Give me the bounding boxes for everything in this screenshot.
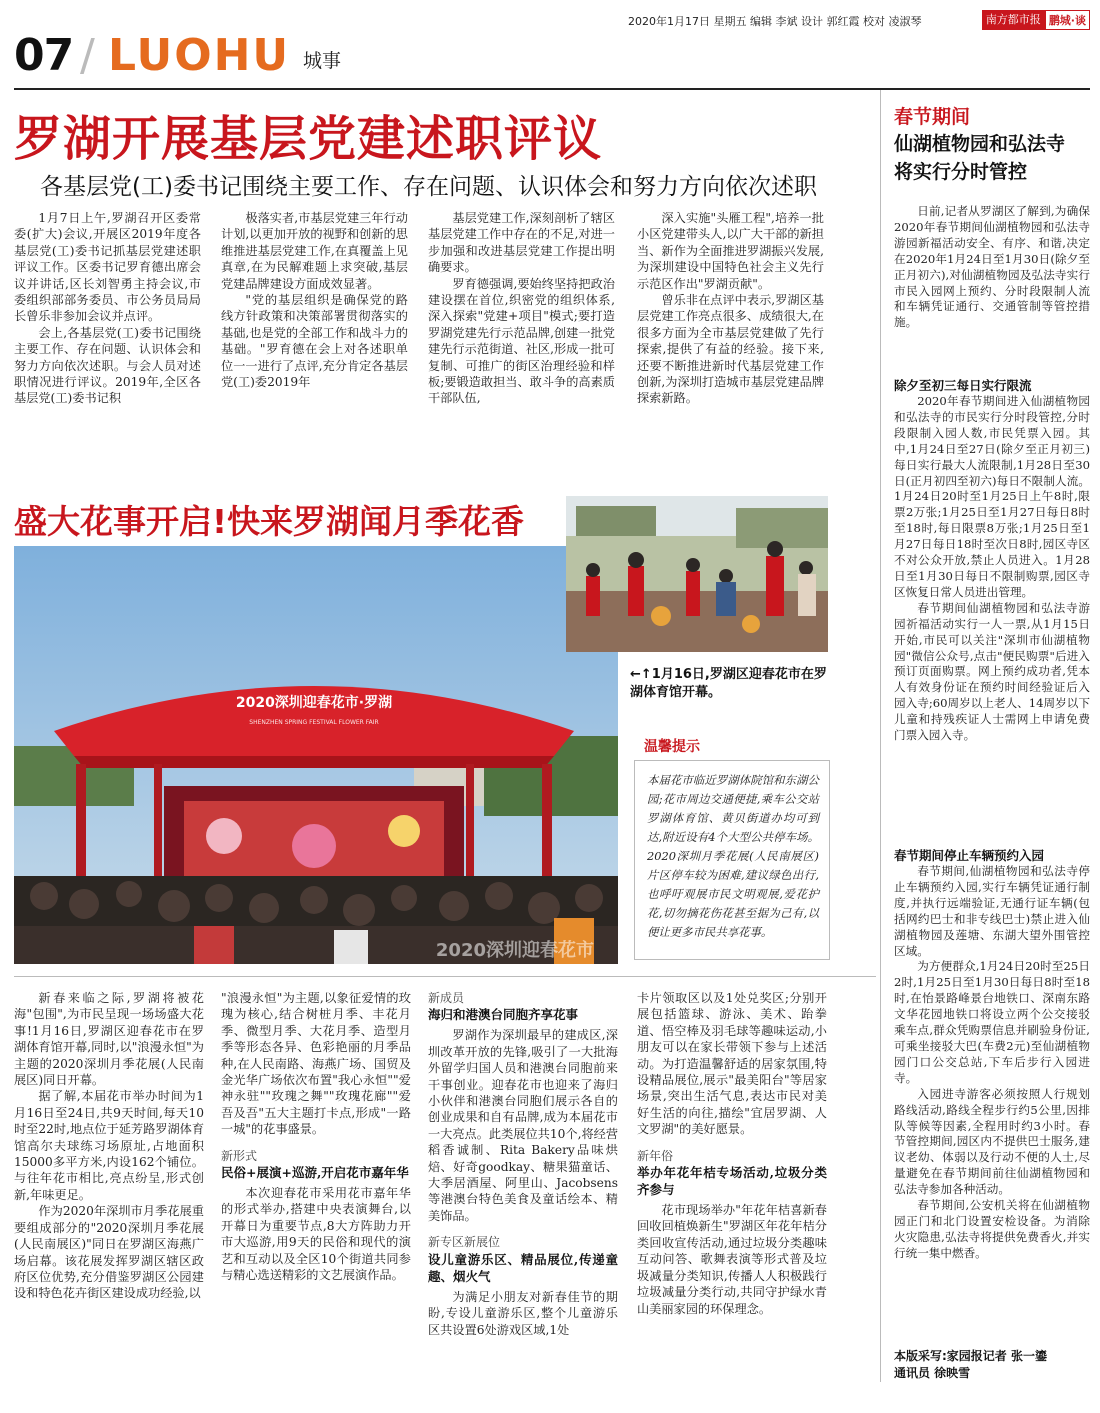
lead-column-2	[221, 210, 408, 430]
flower-headline: 盛大花事开启!快来罗湖闻月季花香	[14, 502, 525, 541]
stage-banner-english: SHENZHEN SPRING FESTIVAL FLOWER FAIR	[249, 719, 379, 726]
lead-column-1	[14, 210, 201, 430]
flower-fair-stage-photo	[14, 546, 618, 964]
paragraph: 作为2020年深圳市月季花展重要组成部分的"2020深圳月季花展(人民南展区)"同日在罗湖区海燕广场启幕。该花展发挥罗湖区辖区政府区位优势,充分借鉴罗湖区公园建设和特色花卉街区建设成功经验,以	[14, 1204, 204, 1301]
tips-title: 温馨提示	[644, 739, 700, 755]
paragraph: 卡片领取区以及1处兑奖区;分别开展包括篮球、游泳、美术、跆拳道、悟空棒及羽毛球等趣味运动,小朋友可以在家长带领下参与上述活动。为打造温馨舒适的居家氛围,特设精品展位,展示"最美阳台"等居家场景,突出生活气息,表达市民对美好生活的向往,描绘"宜居罗湖、人文罗湖"的美好愿景。	[637, 991, 827, 1137]
paragraph: 入园进寺游客必须按照人行规划路线活动,路线全程步行约5公里,因排队等候等因素,全程用时约3小时。春节管控期间,园区内不提供巴士服务,建议老幼、体弱以及行动不便的人士,尽量避免在春节期间前往仙湖植物园和弘法寺参加各种活动。	[894, 1086, 1090, 1197]
photo-caption: ←↑1月16日,罗湖区迎春花市在罗湖体育馆开幕。	[630, 667, 827, 700]
date-editor-line: 2020年1月17日 星期五 编辑 李斌 设计 郭红霞 校对 凌淑琴	[628, 15, 922, 28]
paragraph: 春节期间,公安机关将在仙湖植物园正门和北门设置安检设备。为消除火灾隐患,弘法寺将提供免费香火,并实行统一集中燃香。	[894, 1198, 1090, 1260]
crowd-photo-illustration	[566, 496, 828, 652]
paragraph: "党的基层组织是确保党的路线方针政策和决策部署贯彻落实的基础,也是党的全部工作和战斗力的基础。"罗育德在会上对各述职单位一一进行了点评,充分肯定各基层党(工)委2019年	[221, 293, 408, 390]
paragraph: 曾乐非在点评中表示,罗湖区基层党建工作亮点很多、成绩很大,在很多方面为全市基层党建做了先行探索,提供了有益的经验。接下来,还要不断推进新时代基层党建工作创新,为深圳打造城市基层党建品牌探索新路。	[637, 293, 824, 406]
tips-body: 本届花市临近罗湖体院馆和东湖公园;花市周边交通便捷,乘车公交站罗湖体育馆、黄贝街道办均可到达,附近设有4个大型公共停车场。2020深圳月季花展(人民南展区)片区停车较为困难,建议绿色出行,也呼吁观展市民文明观展,爱花护花,切勿摘花伤花甚至据为己有,以便让更多市民共享花事。	[647, 773, 819, 939]
subsection-tag: 新形式	[221, 1148, 258, 1163]
page-header-bar	[600, 10, 1090, 30]
paragraph: 会上,各基层党(工)委书记围绕主要工作、存在问题、认识体会和努力方向依次述职。与会人员对述职情况进行评议。2019年,全区各基层党(工)委书记积	[14, 325, 201, 406]
paragraph: 本次迎春花市采用花市嘉年华的形式举办,搭建中央表演舞台,以开幕日为重要节点,8大方阵助力开市大巡游,用9天的民俗和现代的演艺和互动以及全区10个街道共同参与精心选送精彩的文艺展演作品。	[221, 1186, 411, 1283]
lead-column-3	[428, 210, 615, 430]
subsection-headline: 海归和港澳台同胞齐享花事	[428, 1007, 579, 1023]
sidebar-divider	[880, 90, 881, 1382]
paragraph: 深入实施"头雁工程",培养一批小区党建带头人,以广大干部的新担当、新作为全面推进罗湖振兴发展,为深圳建设中国特色社会主义先行示范区作出"罗湖贡献"。	[637, 211, 824, 291]
sidebar-headline-line-1: 仙湖植物园和弘法寺	[894, 133, 1066, 155]
sidebar-tag: 春节期间	[894, 106, 971, 128]
page-slash-divider: /	[80, 30, 95, 81]
story-divider	[14, 976, 876, 977]
sidebar-body-1	[894, 394, 1090, 830]
byline-correspondent: 通讯员 徐映雪	[894, 1366, 971, 1380]
tips-box	[634, 760, 830, 960]
sidebar-headline-line-2: 将实行分时管控	[894, 161, 1028, 183]
stage-banner: 2020深圳迎春花市·罗湖	[235, 695, 393, 711]
paragraph: 日前,记者从罗湖区了解到,为确保2020年春节期间仙湖植物园和弘法寺游园新福活动安全、有序、和谐,决定在2020年1月24日至1月30日(除夕至正月初六),对仙湖植物园及弘法寺实行市民入园网上预约、分时段限制人流和车辆凭证通行、交通管制等管控措施。	[894, 204, 1090, 330]
paragraph: 据了解,本届花市举办时间为1月16日至24日,共9天时间,每天10时至22时,地点位于延芳路罗湖体育馆高尔夫球练习场原址,占地面积15000多平方米,内设162个铺位。与往年花市相比,亮点纷呈,形式创新,年味更足。	[14, 1089, 204, 1202]
paragraph: 1月7日上午,罗湖召开区委常委(扩大)会议,开展区2019年度各基层党(工)委书记抓基层党建述职评议工作。区委书记罗育德出席会议并讲话,区长刘智勇主持会议,市委组织部部务委员、市公务员局局长曾乐非参加会议并点评。	[14, 211, 201, 324]
lead-column-4	[637, 210, 824, 430]
sidebar-body-2	[894, 864, 1090, 1344]
byline-reporter: 本版采写:家园报记者 张一鎏	[894, 1349, 1047, 1363]
paragraph: 极落实者,市基层党建三年行动计划,以更加开放的视野和创新的思维推进基层党建工作,在真覆盖上见真章,在为民解难题上求突破,基层党建品牌建设方面成效显著。	[221, 211, 408, 291]
brand-name: 南方都市报	[982, 10, 1045, 30]
paragraph: 为满足小朋友对新春佳节的期盼,专设儿童游乐区,整个儿童游乐区共设置6处游戏区域,1处	[428, 1289, 618, 1337]
subsection-tag: 新成员	[428, 991, 465, 1005]
flower-column-1	[14, 990, 204, 1382]
photo-watermark: 2020深圳迎春花市	[435, 940, 594, 961]
sidebar-headline	[894, 130, 1090, 186]
brand-edition: 鹏城·谈	[1045, 10, 1090, 30]
paragraph: 2020年春节期间进入仙湖植物园和弘法寺的市民实行分时段管控,分时段限制入园人数,市民凭票入园。其中,1月24日至27日(除夕至正月初三)每日实行最大人流限制,1月28日至30日(正月初四至初六)每日不限制人流。1月24日20时至1月25日上午8时,限票2万张;1月25日至1月27日每日8时至18时,每日限票8万张;1月25日至1月27日每日18时至次日8时,园区寺区不对公众开放,禁止人员进入。1月28日至1月30日每日不限制购票,园区寺区恢复日常人员进出管理。	[894, 394, 1090, 599]
paragraph: 春节期间仙湖植物园和弘法寺游园祈福活动实行一人一票,从1月15日开始,市民可以关注"深圳市仙湖植物园"微信公众号,点击"便民购票"后进入预订页面购票。网上预约成功者,凭本人有效身份证在预约时间经验证后入园入寺;60周岁以上老人、14周岁以下儿童和持残疾证人士需网上申请免费门票入园入寺。	[894, 600, 1090, 743]
paragraph: 花市现场举办"年花年桔喜新春 回收回植焕新生"罗湖区年花年桔分类回收宣传活动,通过垃圾分类趣味互动问答、歌舞表演等形式普及垃圾减量分类知识,传播人人积极践行垃圾减量分类行动,共同守护绿水青山美丽家园的环保理念。	[637, 1203, 827, 1316]
flower-column-2	[221, 990, 411, 1382]
paragraph: 基层党建工作,深刻剖析了辖区基层党建工作中存在的不足,对进一步加强和改进基层党建工作提出明确要求。	[428, 211, 615, 275]
paragraph: 罗育德强调,要始终坚持把政治建设摆在首位,织密党的组织体系,深入探索"党建+项目"模式;要打造罗湖党建先行示范品牌,创建一批党建先行示范街道、社区,形成一批可复制、可推广的街区治理经验和样板;要锻造敢担当、敢斗争的高素质干部队伍,	[428, 276, 615, 406]
paragraph: 春节期间,仙湖植物园和弘法寺停止车辆预约入园,实行车辆凭证通行制度,并执行远端验证,无通行证车辆(包括网约巴士和非专线巴士)禁止进入仙湖植物园及莲塘、东湖大望外围管控区域。	[894, 864, 1090, 958]
header-rule	[14, 88, 1090, 90]
page-number: 07	[14, 30, 74, 81]
subsection-tag: 新年俗	[637, 1148, 674, 1163]
section-subtitle: 城事	[303, 50, 342, 72]
lead-subheadline: 各基层党(工)委书记围绕主要工作、存在问题、认识体会和努力方向依次述职	[40, 174, 817, 200]
paragraph: 罗湖作为深圳最早的建成区,深圳改革开放的先锋,吸引了一大批海外留学归国人员和港澳台同胞前来干事创业。迎春花市也迎来了海归小伙伴和港澳台同胞们展示各自的创业成果和自有品牌,成为本届花市一大亮点。此类展位共10个,将经营稻香诚制、Rita Bakery品味烘焙、好奇goodkay、糖果猫童话、大季居酒屋、阿里山、Jacobsens等港澳台特色美食及童话绘本、精美饰品。	[428, 1028, 618, 1223]
subsection-tag: 新专区新展位	[428, 1235, 501, 1250]
section-name: LUOHU	[108, 30, 291, 81]
paragraph: "浪漫永恒"为主题,以象征爱情的玫瑰为核心,结合树桩月季、丰花月季、微型月季、大花月季、造型月季等形态各异、色彩艳丽的月季品种,在人民南路、海燕广场、国贸及金光华广场依次布置"我心永恒""爱神永驻""玫瑰之舞""玫瑰花廊""爱吾及吾"五大主题打卡点,形成"一路一城"的花事盛景。	[221, 991, 411, 1137]
byline	[894, 1348, 1090, 1382]
flower-column-3	[428, 990, 618, 1382]
paragraph: 为方便群众,1月24日20时至25日2时,1月25日至1月30日每日8时至18时,在怡景路峰景台地铁口、深南东路文华花园地铁口将设立两个公交接驳乘车点,群众凭购票信息并刷验身份证,可乘坐接驳大巴(车费2元)至仙湖植物园门口公交总站,下车后步行入园进寺。	[894, 959, 1090, 1085]
subsection-headline: 民俗+展演+巡游,开启花市嘉年华	[221, 1165, 409, 1181]
subsection-headline: 设儿童游乐区、精品展位,传递童趣、烟火气	[428, 1251, 618, 1284]
sidebar-subhead-2: 春节期间停止车辆预约入园	[894, 848, 1045, 863]
sidebar-subhead-1: 除夕至初三每日实行限流	[894, 378, 1032, 393]
flower-column-4	[637, 990, 827, 1382]
sidebar-intro	[894, 204, 1090, 360]
masthead-logo	[982, 10, 1090, 30]
subsection-headline: 举办年花年桔专场活动,垃圾分类齐参与	[637, 1165, 827, 1198]
lead-headline: 罗湖开展基层党建述职评议	[14, 111, 603, 167]
flower-fair-crowd-photo	[566, 496, 828, 652]
stage-photo-illustration	[14, 546, 618, 964]
paragraph: 新春来临之际,罗湖将被花海"包围",为市民呈现一场场盛大花事!1月16日,罗湖区迎春花市在罗湖体育馆开幕,同时,以"浪漫永恒"为主题的2020深圳月季花展(人民南展区)同日开幕。	[14, 991, 204, 1088]
